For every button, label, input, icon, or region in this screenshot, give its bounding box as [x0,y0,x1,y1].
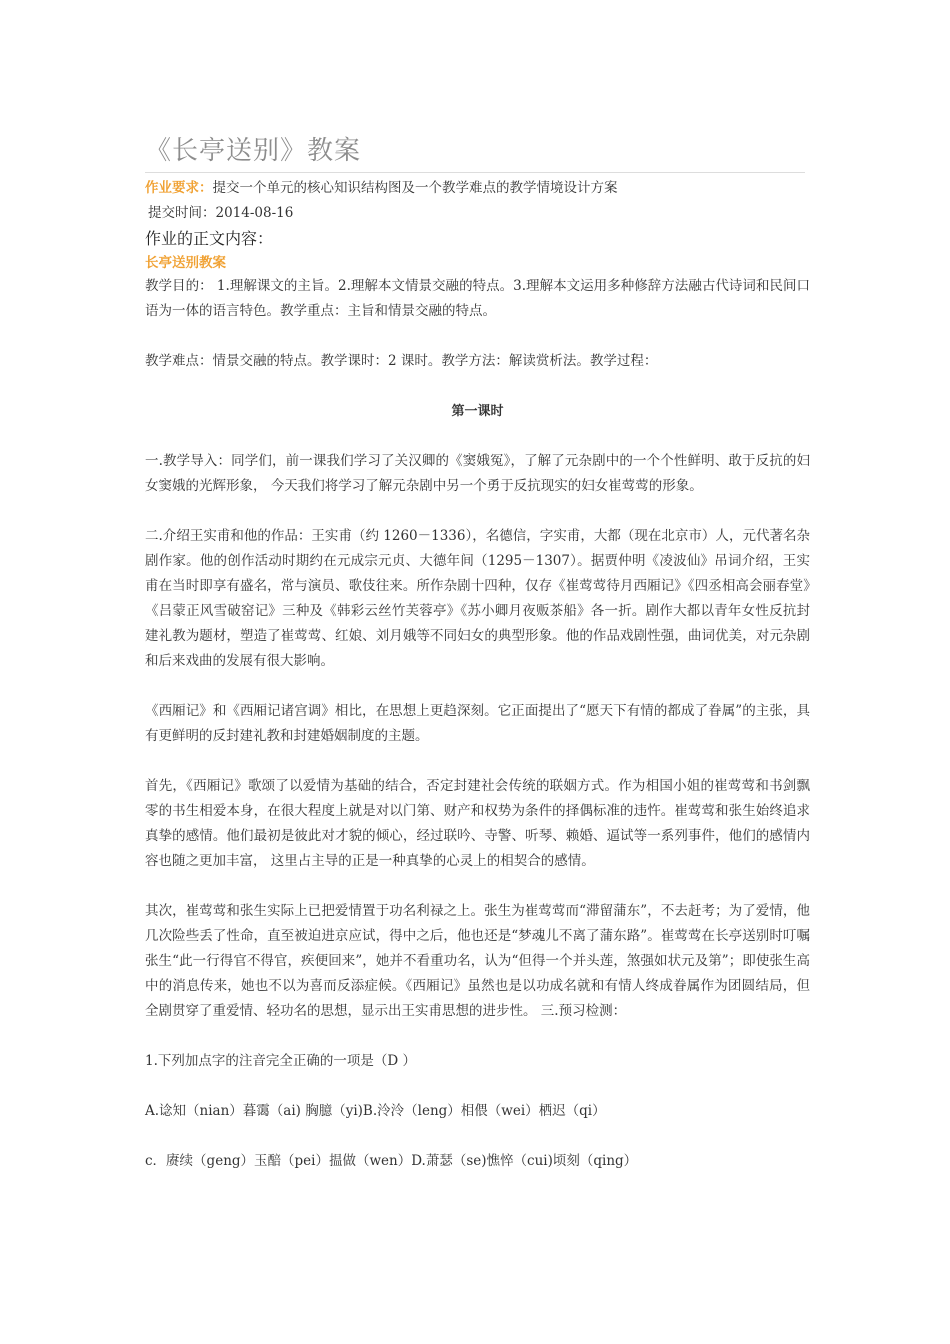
paragraph-intro: 一.教学导入：同学们，前一课我们学习了关汉卿的《窦娥冤》，了解了元杂剧中的一个个性鲜明、敢于反抗的妇女窦娥的光辉形象， 今天我们将学习了解元杂剧中另一个勇于反抗现实的妇女崔莺莺的形象。 [145,453,810,494]
submit-time: 提交时间：2014-08-16 [148,205,294,221]
paragraph-comparison: 《西厢记》和《西厢记诸宫调》相比，在思想上更趋深刻。它正面提出了“愿天下有情的都成了眷属”的主张，具有更鲜明的反封建礼教和封建婚姻制度的主题。 [145,703,810,744]
question-1: 1.下列加点字的注音完全正确的一项是（D ） [145,1053,416,1069]
section-heading: 第一课时 [451,404,504,419]
assignment-requirement [145,178,618,198]
paragraph-difficulties: 教学难点：情景交融的特点。教学课时：2 课时。教学方法：解读赏析法。教学过程： [145,353,658,369]
paragraph-objectives: 教学目的： 1.理解课文的主旨。2.理解本文情景交融的特点。3.理解本文运用多种修辞方法融古代诗词和民间口语为一体的语言特色。教学重点：主旨和情景交融的特点。 [145,278,810,319]
paragraph-second: 其次，崔莺莺和张生实际上已把爱情置于功名利禄之上。张生为崔莺莺而“滞留蒲东”，不去赶考；为了爱情，他几次险些丢了性命，直至被迫进京应试，得中之后，他也还是“梦魂儿不离了蒲东路”。崔莺莺在长亭送别时叮嘱张生“此一行得官不得官，疾便回来”，她并不看重功名，认为“但得一个并头莲，煞强如状元及第”；即使张生高中的消息传来，她也不以为喜而反添症候。《西厢记》虽然也是以功成名就和有情人终成眷属作为团圆结局，但全剧贯穿了重爱情、轻功名的思想，显示出王实甫思想的进步性。 三.预习检测： [145,903,810,1019]
assignment-label: 作业要求： [145,180,213,196]
lesson-subtitle: 长亭送别教案 [145,255,226,271]
content-heading: 作业的正文内容： [145,229,274,248]
option-ab: A.谂知（nian）暮霭（ai) 胸臆（yi)B.泠泠（leng）相偎（wei）栖迟（qi） [145,1103,606,1119]
paragraph-author: 二.介绍王实甫和他的作品：王实甫（约 1260－1336），名德信，字实甫，大都（现在北京市）人，元代著名杂剧作家。他的创作活动时期约在元成宗元贞、大德年间（1295－1307）。据贾仲明《凌波仙》吊词介绍，王实甫在当时即享有盛名，常与演员、歌伎往来。所作杂剧十四种，仅存《崔莺莺待月西厢记》《四丞相高会丽春堂》《吕蒙正风雪破窑记》三种及《韩彩云丝竹芙蓉亭》《苏小卿月夜贩茶船》各一折。剧作大都以青年女性反抗封建礼教为题材，塑造了崔莺莺、红娘、刘月娥等不同妇女的典型形象。他的作品戏剧性强，曲词优美，对元杂剧和后来戏曲的发展有很大影响。 [145,528,810,669]
assignment-text: 提交一个单元的核心知识结构图及一个教学难点的教学情境设计方案 [212,180,618,196]
lesson-body [145,274,810,1199]
option-cd: c．赓续（geng）玉醅（pei）揾做（wen）D.萧瑟（se)憔悴（cui)顷刻（qing） [145,1153,638,1169]
page-title: 《长亭送别》教案 [145,136,362,166]
paragraph-first: 首先，《西厢记》歌颂了以爱情为基础的结合，否定封建社会传统的联姻方式。作为相国小姐的崔莺莺和书剑飘零的书生相爱本身，在很大程度上就是对以门第、财产和权势为条件的择偶标准的违忤。崔莺莺和张生始终追求真挚的感情。他们最初是彼此对才貌的倾心，经过联吟、寺警、听琴、赖婚、逼试等一系列事件，他们的感情内容也随之更加丰富， 这里占主导的正是一种真挚的心灵上的相契合的感情。 [145,778,810,869]
title-divider [145,172,805,173]
